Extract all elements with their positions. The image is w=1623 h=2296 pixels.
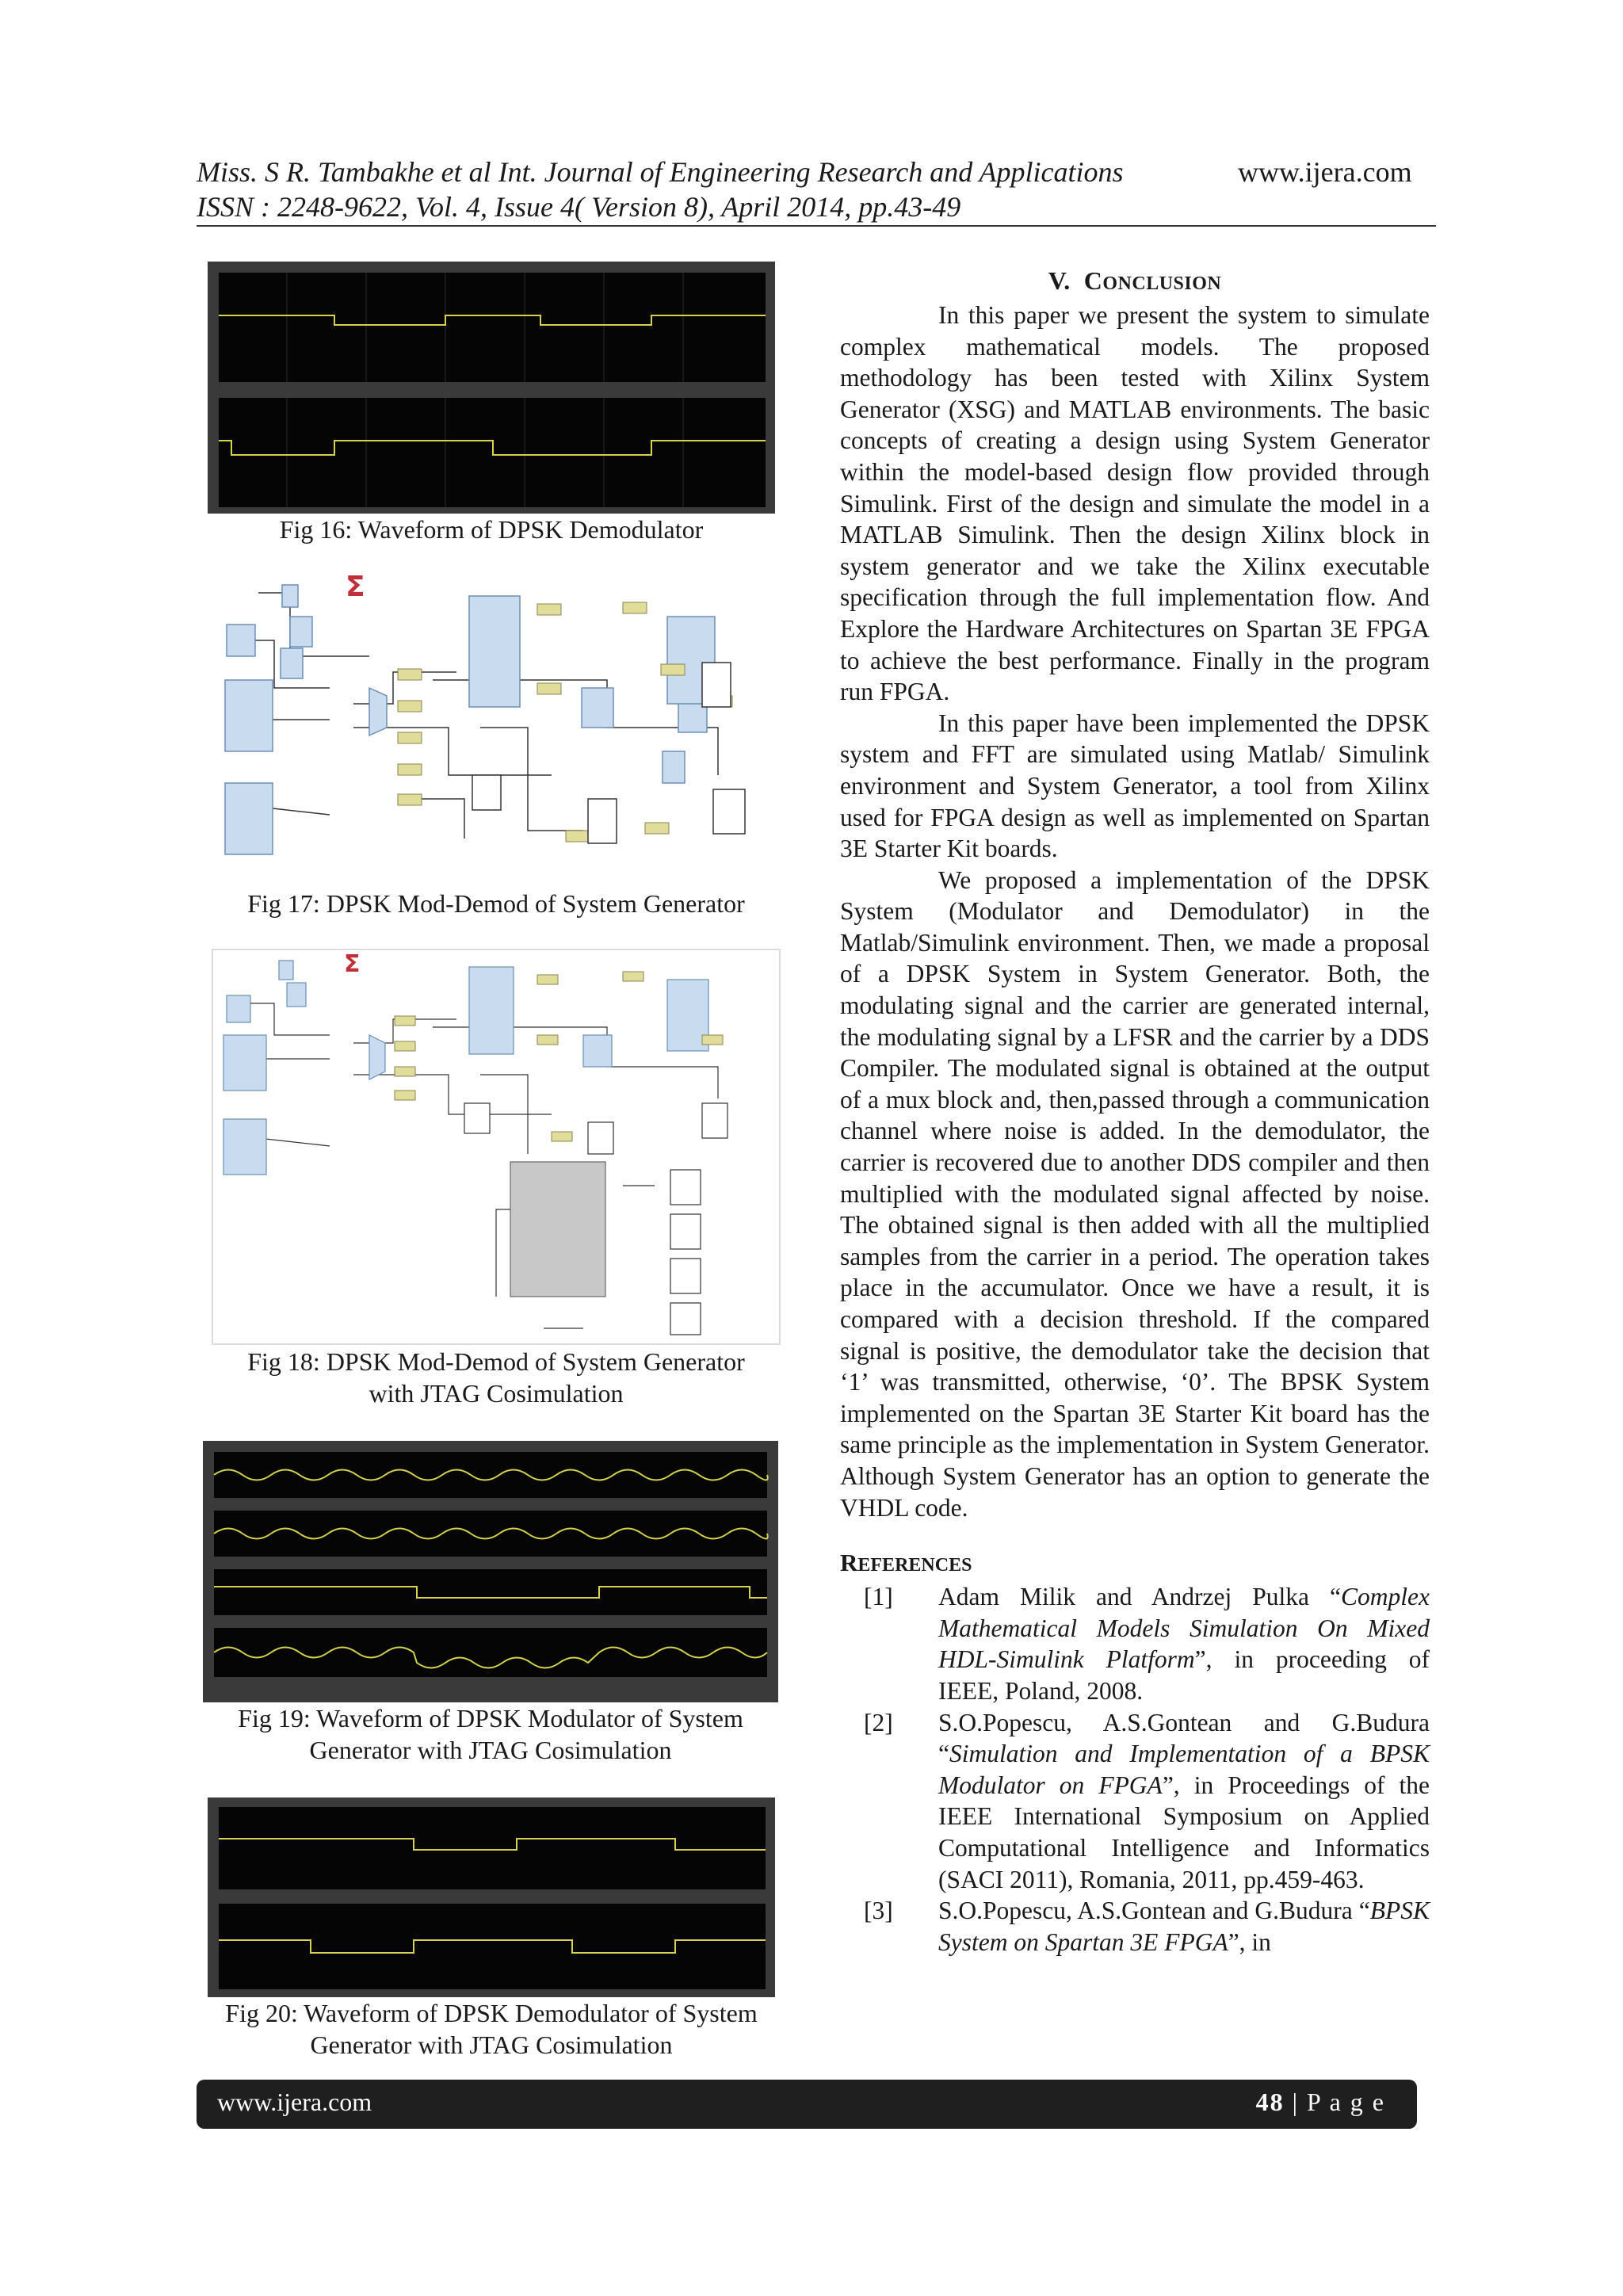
fig20-caption-line2: Generator with JTAG Cosimulation	[310, 2030, 673, 2059]
reference-item: [1] Adam Milik and Andrzej Pulka “Complex Mathematical Models Simulation On Mixed HDL-Simulink Platform”, in proceeding of IEEE, Poland, 2008.	[864, 1583, 1430, 1705]
fig17-block-diagram-image	[211, 569, 781, 873]
journal-header-line2: ISSN : 2248-9622, Vol. 4, Issue 4( Version 8), April 2014, pp.43-49	[197, 191, 961, 223]
reference-item: [3] S.O.Popescu, A.S.Gontean and G.Budura “BPSK System on Spartan 3E FPGA”, in	[864, 1897, 1430, 1956]
conclusion-paragraph-1: In this paper we present the system to simulate complex mathematical models. The proposed methodology has been tested with Xilinx System Generator (XSG) and MATLAB environments. The basic concepts of creating a design using System Generator within the model-based design flow provided through Simulink. First of the design and simulate the model in a MATLAB Simulink. Then the design Xilinx block in system generator and we take the Xilinx executable specification through the full implementation flow. And Explore the Hardware Architectures on Spartan 3E FPGA to achieve the best performance. Finally in the program run FPGA.	[840, 301, 1430, 706]
fig18-caption-line1: Fig 18: DPSK Mod-Demod of System Generator	[247, 1347, 745, 1376]
reference-item: [2] S.O.Popescu, A.S.Gontean and G.Budura “Simulation and Implementation of a BPSK Modulator on FPGA”, in Proceedings of the IEEE International Symposium on Applied Computational Intelligence and Informatics (SACI 2011), Romania, 2011, pp.459-463.	[864, 1708, 1430, 1893]
fig20-caption-line1: Fig 20: Waveform of DPSK Demodulator of System	[225, 1999, 758, 2027]
fig17-caption: Fig 17: DPSK Mod-Demod of System Generator	[247, 889, 745, 918]
footer-page-number: 48 | P a g e	[1255, 2088, 1385, 2116]
svg-text:Σ: Σ	[346, 571, 365, 603]
fig19-waveform-image	[203, 1441, 778, 1702]
conclusion-heading: V. CONCLUSION	[1048, 266, 1222, 295]
fig16-waveform-image	[208, 262, 775, 514]
fig20-waveform-image	[208, 1797, 775, 1997]
fig18-block-diagram-image	[211, 948, 781, 1346]
conclusion-paragraph-2: In this paper have been implemented the DPSK system and FFT are simulated using Matlab/ Simulink environment and System Generator, a tool from Xilinx used for FPGA design as well as implemented on Spartan 3E Starter Kit boards.	[840, 709, 1430, 863]
header-rule	[197, 225, 1436, 227]
svg-text:Σ: Σ	[344, 950, 361, 978]
page-footer	[197, 2080, 1417, 2129]
fig16-caption: Fig 16: Waveform of DPSK Demodulator	[279, 515, 704, 544]
fig19-caption-line1: Fig 19: Waveform of DPSK Modulator of System	[238, 1704, 743, 1733]
footer-website: www.ijera.com	[217, 2088, 372, 2116]
conclusion-paragraph-3: We proposed a implementation of the DPSK System (Modulator and Demodulator) in the Matlab/Simulink environment. Then, we made a proposal of a DPSK System in System Generator. Both, the modulating signal and the carrier are generated internal, the modulating signal by a LFSR and the carrier by a DDS Compiler. The modulated signal is obtained at the output of a mux block and, then,passed through a communication channel where noise is added. In the demodulator, the carrier is recovered due to another DDS compiler and then multiplied with the modulated signal affected by noise. The obtained signal is then added with all the multiplied samples from the carrier in a period. The operation takes place in the accumulator. Once we have a result, it is compared with a decision threshold. If the compared signal is positive, the demodulator take the decision that ‘1’ was transmitted, otherwise, ‘0’. The BPSK System implemented on the Spartan 3E Starter Kit board has the same principle as the implementation in System Generator. Although System Generator has an option to generate the VHDL code.	[840, 865, 1430, 1522]
conclusion-section	[840, 265, 1430, 1958]
fig18-caption-line2: with JTAG Cosimulation	[369, 1379, 624, 1408]
references-heading: REFERENCES	[840, 1549, 972, 1577]
journal-header-line1: Miss. S R. Tambakhe et al Int. Journal of Engineering Research and Applications	[197, 156, 1124, 188]
fig19-caption-line2: Generator with JTAG Cosimulation	[309, 1736, 672, 1764]
header-website: www.ijera.com	[1238, 156, 1412, 188]
